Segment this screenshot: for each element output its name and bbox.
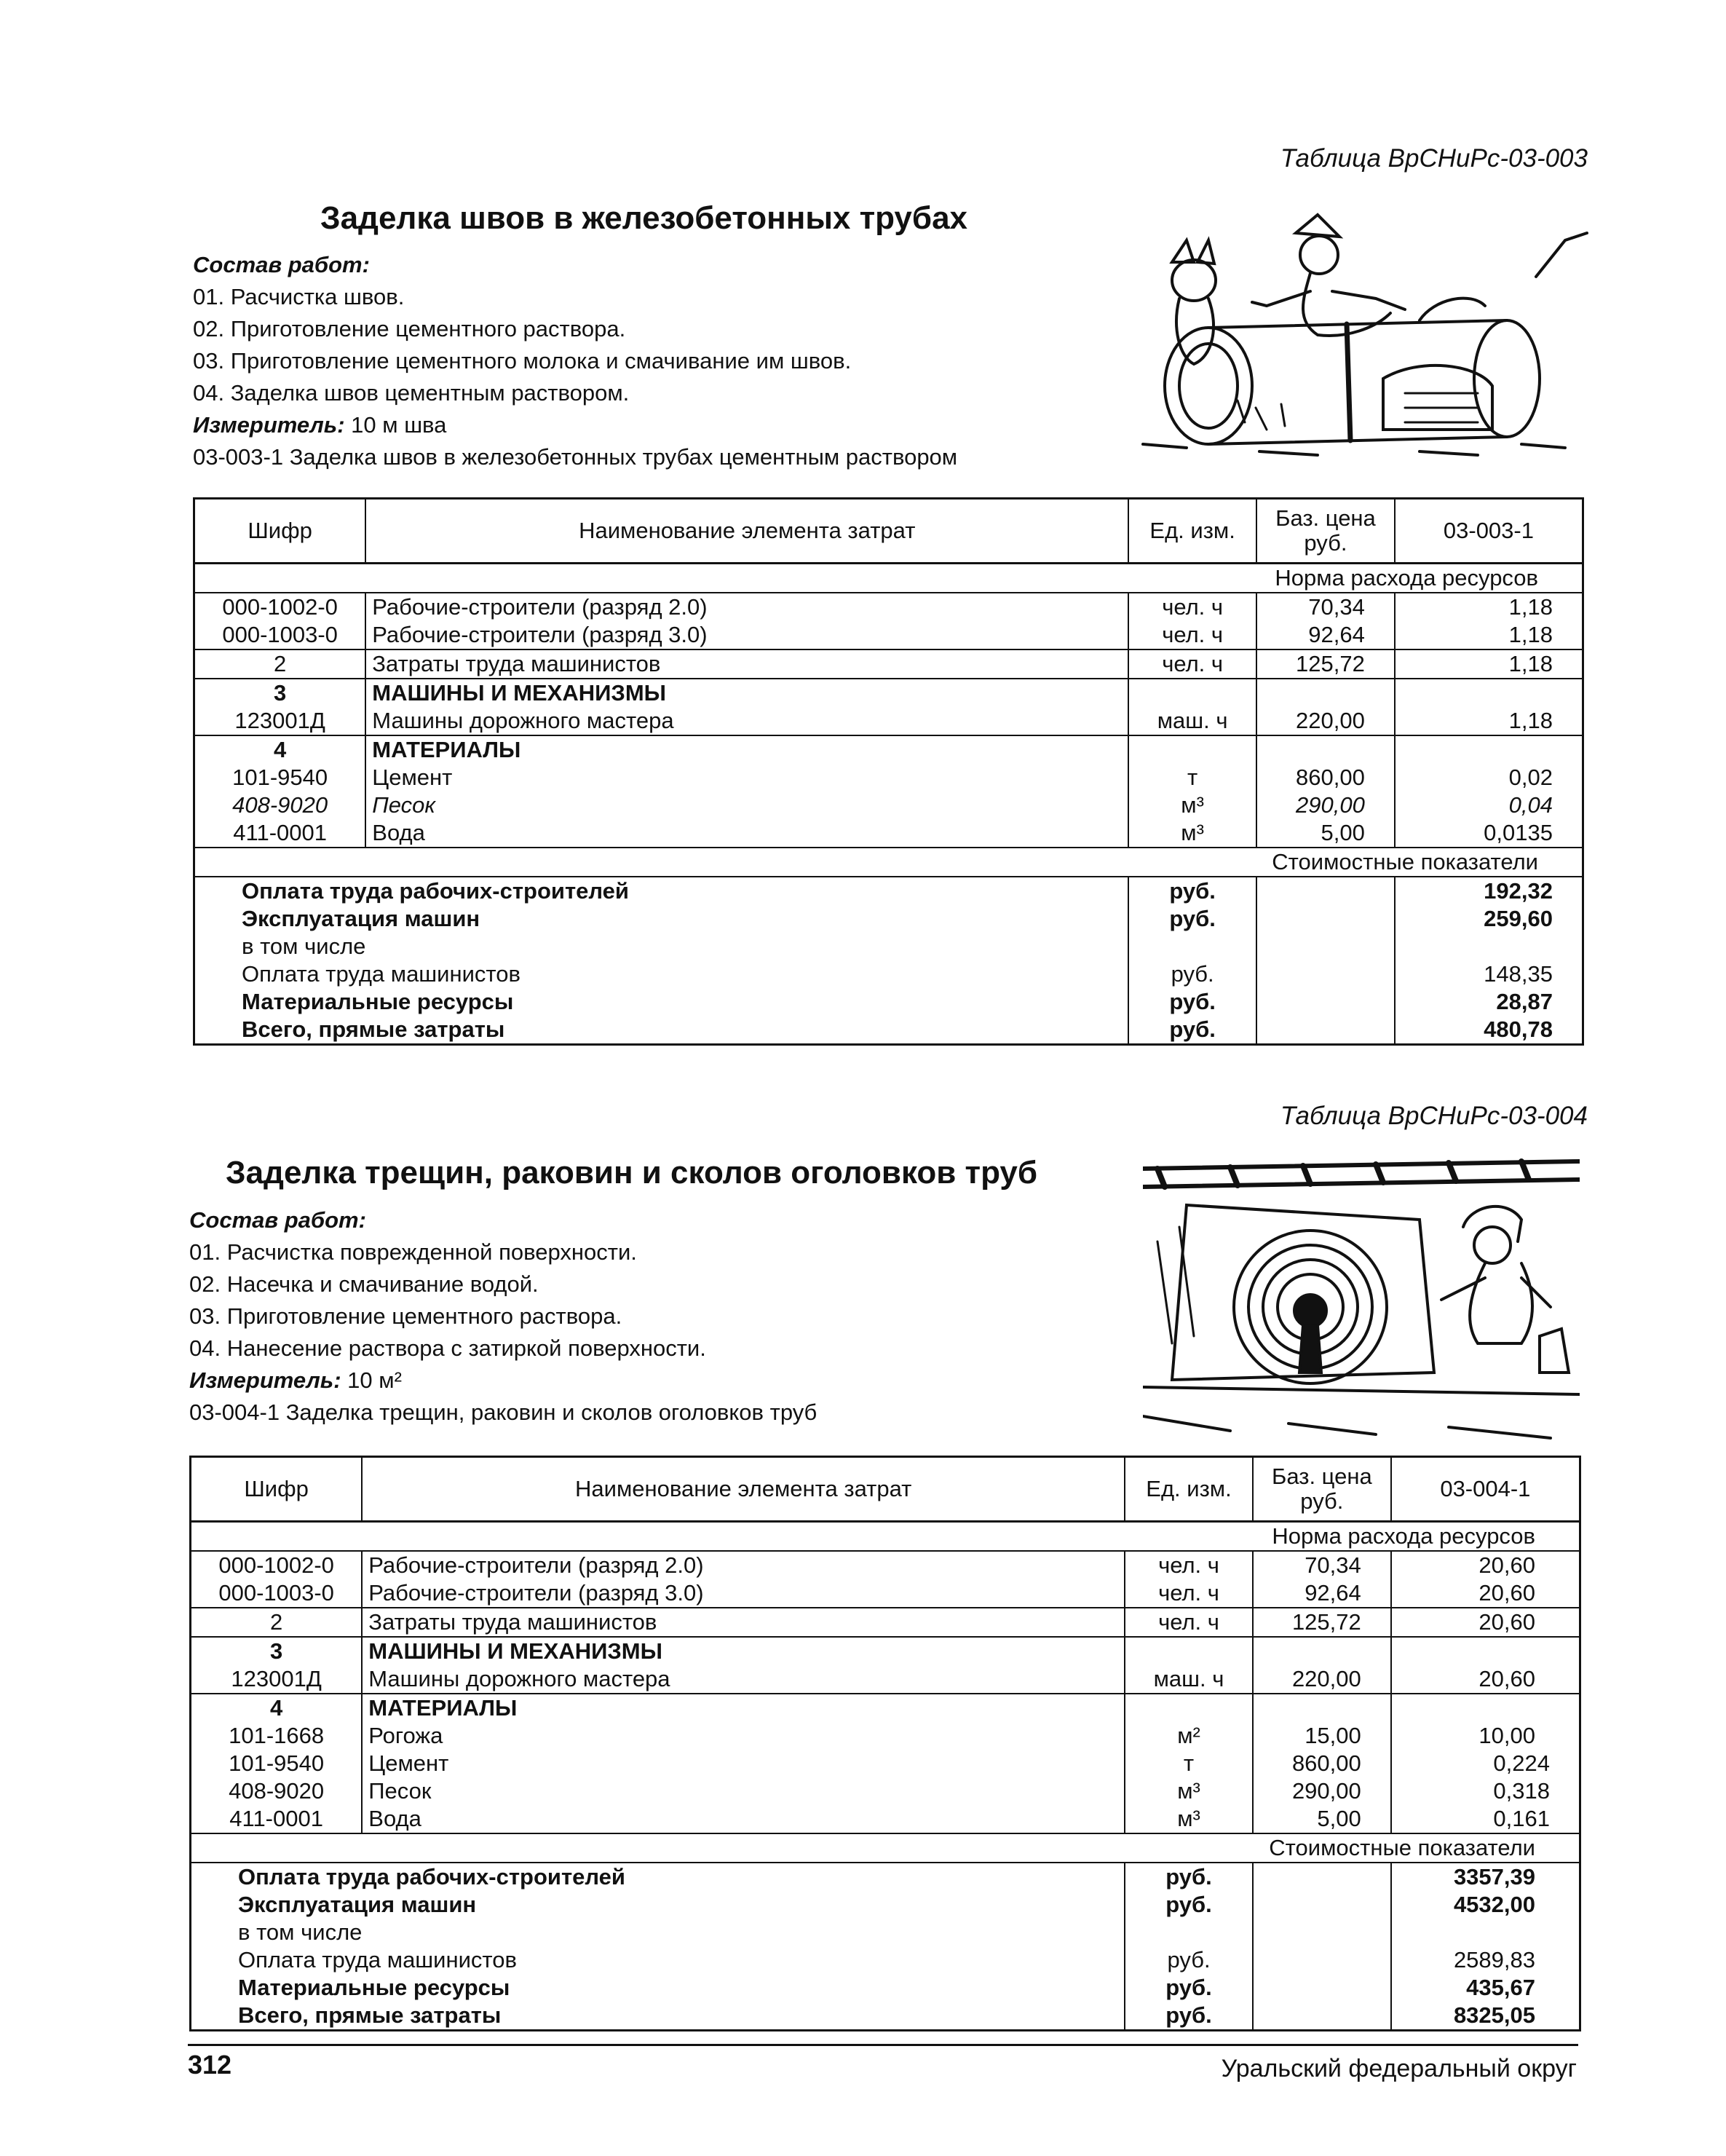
footer-region: Уральский федеральный округ [1221, 2055, 1577, 2082]
row-value [1395, 735, 1583, 764]
work-item: 04. Заделка швов цементным раствором. [193, 380, 630, 406]
cost-row [194, 988, 1583, 1016]
header-code: Шифр [191, 1457, 363, 1522]
norm-label: Норма расхода ресурсов [194, 564, 1583, 593]
work-item: 02. Приготовление цементного раствора. [193, 316, 626, 341]
table-reference: Таблица ВрСНиРс-03-003 [1280, 144, 1588, 173]
row-name: Песок [362, 1777, 1125, 1805]
row-code: 411-0001 [191, 1805, 363, 1833]
row-value: 20,60 [1391, 1579, 1580, 1608]
row-name: Цемент [362, 1750, 1125, 1777]
cost-row [191, 1919, 1580, 1946]
cost-name: Оплата труда рабочих-строителей [194, 877, 1129, 905]
row-price: 15,00 [1253, 1722, 1391, 1750]
cost-name: Эксплуатация машин [191, 1891, 1125, 1919]
row-unit: маш. ч [1128, 707, 1256, 735]
row-code: 000-1003-0 [191, 1579, 363, 1608]
row-code: 000-1003-0 [194, 621, 366, 649]
row-code: 408-9020 [194, 791, 366, 819]
cost-unit: руб. [1128, 905, 1256, 933]
header-name: Наименование элемента затрат [365, 499, 1128, 564]
table-row [191, 1579, 1580, 1608]
cost-unit: руб. [1128, 960, 1256, 988]
cost-row [194, 905, 1583, 933]
row-name: МАТЕРИАЛЫ [365, 735, 1128, 764]
row-value: 1,18 [1395, 593, 1583, 621]
work-item: 02. Насечка и смачивание водой. [189, 1271, 539, 1297]
row-price: 70,34 [1253, 1551, 1391, 1579]
header-code: Шифр [194, 499, 366, 564]
row-unit: чел. ч [1128, 593, 1256, 621]
row-value: 10,00 [1391, 1722, 1580, 1750]
cost-name: Всего, прямые затраты [194, 1016, 1129, 1045]
cost-value: 192,32 [1395, 877, 1583, 905]
item-line: 03-004-1 Заделка трещин, раковин и сколов оголовков труб [189, 1399, 818, 1425]
row-name: Вода [365, 819, 1128, 848]
cost-row [191, 1946, 1580, 1974]
row-unit [1128, 735, 1256, 764]
header-column-code: 03-003-1 [1395, 499, 1583, 564]
row-name: Рабочие-строители (разряд 2.0) [365, 593, 1128, 621]
norm-label-row [194, 564, 1583, 593]
row-unit: м² [1125, 1722, 1253, 1750]
row-unit: чел. ч [1125, 1608, 1253, 1637]
cost-row [191, 1891, 1580, 1919]
table-row [194, 791, 1583, 819]
cost-label: Стоимостные показатели [191, 1833, 1580, 1863]
row-unit: м³ [1125, 1777, 1253, 1805]
norms-table [189, 1456, 1581, 2031]
row-value [1391, 1637, 1580, 1665]
row-code: 411-0001 [194, 819, 366, 848]
row-value [1395, 679, 1583, 707]
measure-value: 10 м шва [351, 412, 447, 438]
header-column-code: 03-004-1 [1391, 1457, 1580, 1522]
cost-name: Оплата труда машинистов [194, 960, 1129, 988]
header-price: Баз. цена руб. [1253, 1457, 1391, 1522]
cost-unit [1128, 933, 1256, 960]
cost-value: 4532,00 [1391, 1891, 1580, 1919]
cost-row [194, 960, 1583, 988]
measure-value: 10 м² [347, 1367, 402, 1393]
pipe-head-worker-illustration [1143, 1154, 1580, 1442]
cost-name: Всего, прямые затраты [191, 2002, 1125, 2031]
footer-divider [188, 2044, 1578, 2046]
row-value: 20,60 [1391, 1665, 1580, 1694]
row-unit: т [1125, 1750, 1253, 1777]
table-row [191, 1722, 1580, 1750]
worker-pipe-illustration [1128, 211, 1594, 462]
table-row [194, 819, 1583, 848]
cost-value: 2589,83 [1391, 1946, 1580, 1974]
table-row [194, 593, 1583, 621]
row-code: 123001Д [191, 1665, 363, 1694]
cost-row [191, 1863, 1580, 1891]
row-value: 0,0135 [1395, 819, 1583, 848]
table-row [191, 1777, 1580, 1805]
measure-label: Измеритель: [193, 412, 345, 438]
cost-value: 8325,05 [1391, 2002, 1580, 2031]
row-code: 2 [191, 1608, 363, 1637]
row-name: Вода [362, 1805, 1125, 1833]
row-code: 3 [191, 1637, 363, 1665]
row-unit [1125, 1637, 1253, 1665]
row-name: МАШИНЫ И МЕХАНИЗМЫ [362, 1637, 1125, 1665]
row-code: 408-9020 [191, 1777, 363, 1805]
measure-label: Измеритель: [189, 1367, 341, 1393]
table-row [194, 679, 1583, 707]
table-row [191, 1694, 1580, 1722]
row-unit: маш. ч [1125, 1665, 1253, 1694]
row-code: 101-1668 [191, 1722, 363, 1750]
table-row [191, 1551, 1580, 1579]
section-title: Заделка швов в железобетонных трубах [320, 200, 968, 236]
cost-row [194, 933, 1583, 960]
work-item: 03. Приготовление цементного раствора. [189, 1303, 622, 1329]
cost-unit: руб. [1125, 1974, 1253, 2002]
page-number: 312 [188, 2050, 232, 2080]
table-row [194, 621, 1583, 649]
cost-label: Стоимостные показатели [194, 848, 1583, 877]
cost-row [191, 2002, 1580, 2031]
table-row [191, 1637, 1580, 1665]
cost-unit [1125, 1919, 1253, 1946]
row-unit: т [1128, 764, 1256, 791]
row-code: 2 [194, 649, 366, 679]
row-value [1391, 1694, 1580, 1722]
row-value: 0,224 [1391, 1750, 1580, 1777]
row-name: МАШИНЫ И МЕХАНИЗМЫ [365, 679, 1128, 707]
table-row [191, 1608, 1580, 1637]
work-item: 01. Расчистка швов. [193, 284, 405, 309]
cost-unit: руб. [1125, 1946, 1253, 1974]
row-value: 0,161 [1391, 1805, 1580, 1833]
row-code: 4 [191, 1694, 363, 1722]
row-unit [1128, 679, 1256, 707]
table-row [194, 735, 1583, 764]
cost-label-row [194, 848, 1583, 877]
row-value: 0,04 [1395, 791, 1583, 819]
cost-unit: руб. [1125, 1891, 1253, 1919]
row-code: 123001Д [194, 707, 366, 735]
work-item: 03. Приготовление цементного молока и смачивание им швов. [193, 348, 852, 374]
table-reference: Таблица ВрСНиРс-03-004 [1280, 1102, 1588, 1130]
header-price: Баз. цена руб. [1256, 499, 1395, 564]
norm-label: Норма расхода ресурсов [191, 1522, 1580, 1552]
cost-name: Материальные ресурсы [194, 988, 1129, 1016]
cost-unit: руб. [1128, 988, 1256, 1016]
row-price: 5,00 [1256, 819, 1395, 848]
cost-value: 3357,39 [1391, 1863, 1580, 1891]
row-price: 290,00 [1256, 791, 1395, 819]
row-price: 220,00 [1256, 707, 1395, 735]
cost-value: 480,78 [1395, 1016, 1583, 1045]
row-name: Песок [365, 791, 1128, 819]
item-line: 03-003-1 Заделка швов в железобетонных трубах цементным раствором [193, 444, 958, 470]
table-row [194, 707, 1583, 735]
row-unit: чел. ч [1128, 649, 1256, 679]
cost-label-row [191, 1833, 1580, 1863]
row-price [1256, 735, 1395, 764]
row-unit [1125, 1694, 1253, 1722]
cost-name: Эксплуатация машин [194, 905, 1129, 933]
table-header-row [191, 1457, 1580, 1522]
row-price [1253, 1694, 1391, 1722]
row-price: 125,72 [1256, 649, 1395, 679]
row-code: 101-9540 [191, 1750, 363, 1777]
row-code: 4 [194, 735, 366, 764]
row-unit: м³ [1125, 1805, 1253, 1833]
row-price [1253, 1637, 1391, 1665]
row-unit: чел. ч [1125, 1579, 1253, 1608]
row-value: 1,18 [1395, 621, 1583, 649]
cost-row [194, 1016, 1583, 1045]
row-name: Затраты труда машинистов [365, 649, 1128, 679]
cost-unit: руб. [1125, 2002, 1253, 2031]
row-value: 20,60 [1391, 1608, 1580, 1637]
row-name: Цемент [365, 764, 1128, 791]
row-unit: чел. ч [1128, 621, 1256, 649]
row-unit: чел. ч [1125, 1551, 1253, 1579]
row-value: 1,18 [1395, 649, 1583, 679]
row-price: 860,00 [1256, 764, 1395, 791]
table-row [194, 649, 1583, 679]
row-name: Рабочие-строители (разряд 3.0) [365, 621, 1128, 649]
row-name: Рогожа [362, 1722, 1125, 1750]
row-code: 3 [194, 679, 366, 707]
row-value: 0,02 [1395, 764, 1583, 791]
cost-value [1391, 1919, 1580, 1946]
row-price: 125,72 [1253, 1608, 1391, 1637]
measure-line [189, 1365, 817, 1397]
table-header-row [194, 499, 1583, 564]
norm-label-row [191, 1522, 1580, 1552]
row-value: 1,18 [1395, 707, 1583, 735]
row-price [1256, 679, 1395, 707]
row-name: Затраты труда машинистов [362, 1608, 1125, 1637]
row-value: 0,318 [1391, 1777, 1580, 1805]
cost-name: Оплата труда машинистов [191, 1946, 1125, 1974]
row-price: 92,64 [1256, 621, 1395, 649]
table-row [191, 1805, 1580, 1833]
row-name: Машины дорожного мастера [365, 707, 1128, 735]
table-row [191, 1750, 1580, 1777]
row-name: Рабочие-строители (разряд 3.0) [362, 1579, 1125, 1608]
cost-unit: руб. [1128, 877, 1256, 905]
header-name: Наименование элемента затрат [362, 1457, 1125, 1522]
row-code: 101-9540 [194, 764, 366, 791]
work-composition [189, 1204, 817, 1429]
cost-name: в том числе [194, 933, 1129, 960]
table-row [191, 1665, 1580, 1694]
row-price: 220,00 [1253, 1665, 1391, 1694]
row-name: МАТЕРИАЛЫ [362, 1694, 1125, 1722]
cost-name: Оплата труда рабочих-строителей [191, 1863, 1125, 1891]
cost-value: 28,87 [1395, 988, 1583, 1016]
work-label: Состав работ: [189, 1207, 366, 1233]
row-value: 20,60 [1391, 1551, 1580, 1579]
row-price: 290,00 [1253, 1777, 1391, 1805]
header-unit: Ед. изм. [1128, 499, 1256, 564]
row-price: 92,64 [1253, 1579, 1391, 1608]
row-unit: м³ [1128, 819, 1256, 848]
measure-line [193, 409, 957, 441]
cost-value: 148,35 [1395, 960, 1583, 988]
cost-value: 259,60 [1395, 905, 1583, 933]
section-title: Заделка трещин, раковин и сколов оголовков труб [226, 1155, 1038, 1190]
cost-row [194, 877, 1583, 905]
row-unit: м³ [1128, 791, 1256, 819]
row-price: 860,00 [1253, 1750, 1391, 1777]
cost-value [1395, 933, 1583, 960]
row-price: 5,00 [1253, 1805, 1391, 1833]
cost-name: Материальные ресурсы [191, 1974, 1125, 2002]
work-item: 01. Расчистка поврежденной поверхности. [189, 1239, 637, 1265]
cost-name: в том числе [191, 1919, 1125, 1946]
table-row [194, 764, 1583, 791]
row-code: 000-1002-0 [194, 593, 366, 621]
row-name: Рабочие-строители (разряд 2.0) [362, 1551, 1125, 1579]
norms-table [193, 497, 1584, 1046]
cost-value: 435,67 [1391, 1974, 1580, 2002]
work-composition [193, 249, 957, 473]
row-price: 70,34 [1256, 593, 1395, 621]
row-code: 000-1002-0 [191, 1551, 363, 1579]
work-item: 04. Нанесение раствора с затиркой поверхности. [189, 1335, 706, 1361]
work-label: Состав работ: [193, 252, 370, 277]
cost-unit: руб. [1128, 1016, 1256, 1045]
cost-unit: руб. [1125, 1863, 1253, 1891]
row-name: Машины дорожного мастера [362, 1665, 1125, 1694]
header-unit: Ед. изм. [1125, 1457, 1253, 1522]
cost-row [191, 1974, 1580, 2002]
